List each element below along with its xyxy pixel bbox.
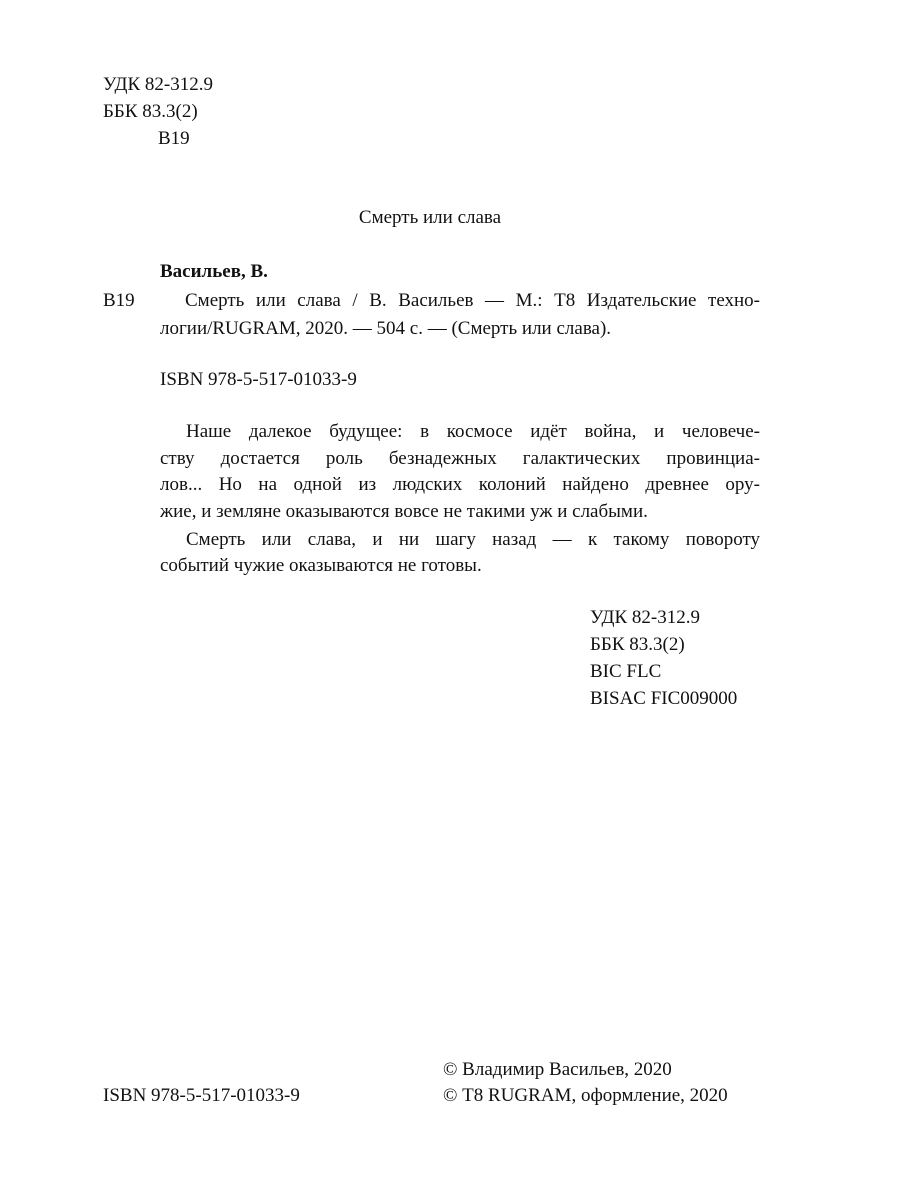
annotation-line: лов... Но на одной из людских колоний найдено древнее ору- — [160, 474, 760, 495]
copyright-author: © Владимир Васильев, 2020 — [443, 1059, 672, 1080]
annotation-line: Наше далекое будущее: в космосе идёт война, и человече- — [186, 421, 760, 442]
class-bic: BIC FLC — [590, 661, 662, 682]
footer-isbn: ISBN 978-5-517-01033-9 — [103, 1085, 300, 1106]
entry-isbn: ISBN 978-5-517-01033-9 — [160, 369, 357, 390]
class-bbk: ББК 83.3(2) — [590, 634, 685, 655]
class-bisac: BISAC FIC009000 — [590, 688, 738, 709]
entry-sign: В19 — [103, 290, 135, 311]
copyright-design: © Т8 RUGRAM, оформление, 2020 — [443, 1085, 728, 1106]
class-udk: УДК 82-312.9 — [590, 607, 700, 628]
entry-description-line-1: Смерть или слава / В. Васильев — М.: Т8 Издательские техно- — [185, 290, 760, 311]
annotation-line: событий чужие оказываются не готовы. — [160, 555, 482, 576]
annotation-line: Смерть или слава, и ни шагу назад — к такому повороту — [186, 529, 760, 550]
top-bbk: ББК 83.3(2) — [103, 101, 198, 122]
top-author-sign: В19 — [158, 128, 190, 149]
top-udk: УДК 82-312.9 — [103, 74, 213, 95]
annotation-line: жие, и земляне оказываются вовсе не такими уж и слабыми. — [160, 501, 648, 522]
entry-author: Васильев, В. — [160, 261, 268, 282]
header-title: Смерть или слава — [358, 207, 502, 228]
annotation-line: ству достается роль безнадежных галактических провинциа- — [160, 448, 760, 469]
entry-description-line-2: логии/RUGRAM, 2020. — 504 с. — (Смерть или слава). — [160, 318, 612, 339]
